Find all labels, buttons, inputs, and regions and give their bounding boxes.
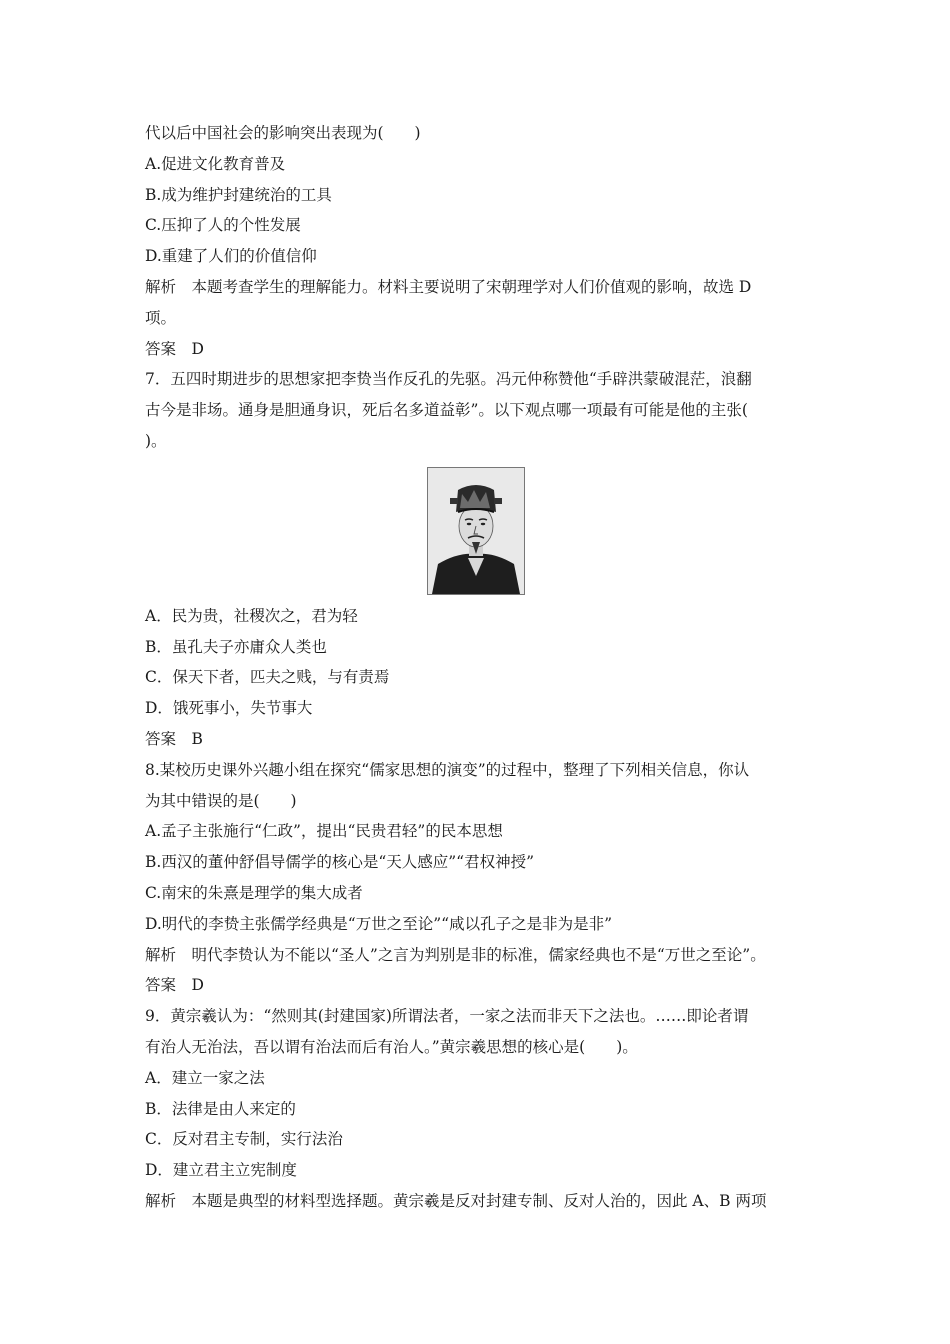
- question-6-option-d: D.重建了人们的价值信仰: [145, 247, 317, 266]
- question-8-option-a: A.孟子主张施行“仁政”，提出“民贵君轻”的民本思想: [145, 822, 503, 841]
- question-7-answer: 答案 B: [145, 729, 203, 748]
- question-7-option-b: B．虽孔夫子亦庸众人类也: [145, 637, 327, 656]
- question-9-option-c: C．反对君主专制，实行法治: [145, 1130, 343, 1149]
- question-8-option-b: B.西汉的董仲舒倡导儒学的核心是“天人感应”“君权神授”: [145, 853, 535, 872]
- question-6-option-a: A.促进文化教育普及: [145, 154, 286, 173]
- question-7-stem: 7．五四时期进步的思想家把李贽当作反孔的先驱。冯元仲称赞他“手辟洪蒙破混茫，浪翻: [145, 370, 752, 389]
- question-9-option-a: A．建立一家之法: [145, 1068, 265, 1087]
- question-7-option-c: C．保天下者，匹夫之贱，与有责焉: [145, 668, 390, 687]
- question-9-stem: 9．黄宗羲认为：“然则其(封建国家)所谓法者，一家之法而非天下之法也。……即论者谓: [145, 1007, 749, 1026]
- question-9-analysis: 解析 本题是典型的材料型选择题。黄宗羲是反对封建专制、反对人治的，因此 A、B 两项: [145, 1191, 767, 1210]
- question-8-analysis: 解析 明代李贽认为不能以“圣人”之言为判别是非的标准，儒家经典也不是“万世之至论”。: [145, 945, 766, 964]
- question-9-stem-line-2: 有治人无治法，吾以谓有治法而后有治人。”黄宗羲思想的核心是( )。: [145, 1037, 638, 1056]
- question-8-option-d: D.明代的李贽主张儒学经典是“万世之至论”“咸以孔子之是非为是非”: [145, 914, 613, 933]
- portrait-drawing: [428, 468, 524, 594]
- document-page: [145, 118, 820, 1217]
- question-6-option-b: B.成为维护封建统治的工具: [145, 185, 332, 204]
- question-8-option-c: C.南宋的朱熹是理学的集大成者: [145, 883, 363, 902]
- question-6-stem-tail: 代以后中国社会的影响突出表现为( ): [145, 124, 421, 142]
- question-8-stem-line-2: 为其中错误的是( ): [145, 791, 297, 810]
- li-zhi-portrait: [427, 467, 525, 595]
- question-8-stem: 8.某校历史课外兴趣小组在探究“儒家思想的演变”的过程中，整理了下列相关信息，你认: [145, 760, 750, 779]
- question-7-stem-line-2: 古今是非场。通身是胆通身识，死后名多道益彰”。以下观点哪一项最有可能是他的主张(: [145, 401, 748, 420]
- question-6-answer: 答案 D: [145, 339, 204, 358]
- question-6-analysis: 解析 本题考查学生的理解能力。材料主要说明了宋朝理学对人们价值观的影响，故选 D: [145, 277, 752, 296]
- question-7-option-a: A．民为贵，社稷次之，君为轻: [145, 606, 358, 625]
- question-8-answer: 答案 D: [145, 976, 204, 995]
- question-7-stem-line-3: )。: [145, 431, 167, 450]
- question-9-option-b: B．法律是由人来定的: [145, 1099, 296, 1118]
- question-7-option-d: D．饿死事小，失节事大: [145, 699, 313, 718]
- question-6-option-c: C.压抑了人的个性发展: [145, 216, 301, 235]
- question-9-option-d: D．建立君主立宪制度: [145, 1161, 297, 1180]
- question-6-analysis-cont: 项。: [145, 308, 177, 327]
